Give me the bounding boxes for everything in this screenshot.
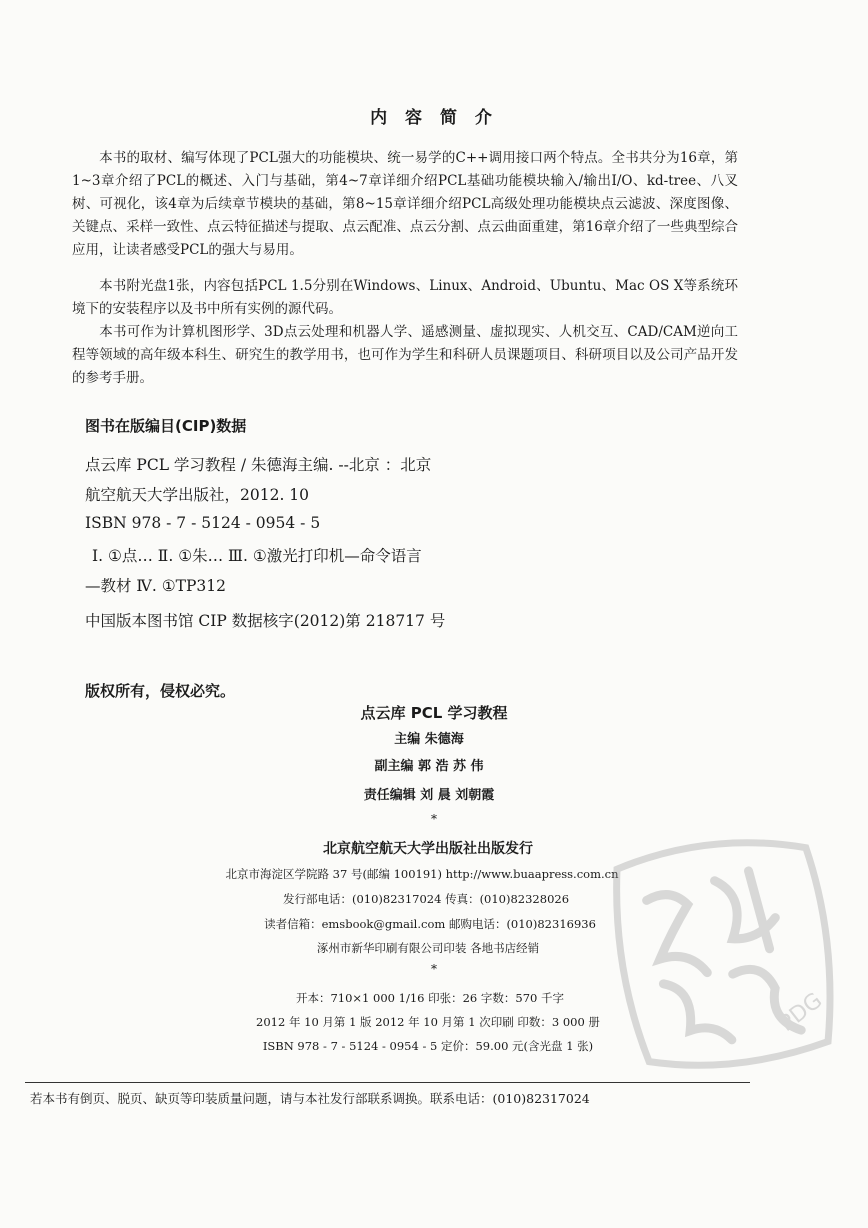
cip-line-title: 点云库 PCL 学习教程 / 朱德海主编. --北京 ：北京	[85, 456, 432, 474]
seal-watermark-text: PDG	[774, 988, 828, 1037]
colophon-separator-star-2: *	[431, 962, 437, 976]
colophon-publisher: 北京航空航天大学出版社出版发行	[323, 841, 533, 857]
seal-stamp-icon	[594, 820, 855, 1090]
colophon-isbn-price: ISBN 978 - 7 - 5124 - 0954 - 5 定价：59.00 元(含光盘 1 张)	[262, 1039, 594, 1053]
summary-paragraph-1: 本书的取材、编写体现了PCL强大的功能模块、统一易学的C++调用接口两个特点。全书共分为16章，第1~3章介绍了PCL的概述、入门与基础，第4~7章详细介绍PCL基础功能模块输入/输出I/O、kd-tree、八叉树、可视化，该4章为后续章节模块的基础，第8~15章详细介绍PCL高级处理功能模块点云滤波、深度图像、关键点、采样一致性、点云特征描述与提取、点云配准、点云分割、点云曲面重建，第16章介绍了一些典型综合应用，让读者感受PCL的强大与易用。	[72, 150, 738, 258]
cip-heading: 图书在版编目(CIP)数据	[85, 417, 247, 435]
colophon-separator-star: *	[431, 812, 437, 826]
colophon-editor: 主编 朱德海	[394, 732, 464, 747]
colophon-book-title: 点云库 PCL 学习教程	[360, 704, 508, 722]
cip-line-isbn: ISBN 978 - 7 - 5124 - 0954 - 5	[85, 514, 321, 532]
cip-line-publisher: 航空航天大学出版社，2012. 10	[85, 486, 310, 504]
colophon-printer: 涿州市新华印刷有限公司印装 各地书店经销	[316, 941, 540, 955]
colophon-format: 开本：710×1 000 1/16 印张：26 字数：570 千字	[295, 991, 565, 1005]
seal-stamp-graphic	[594, 820, 855, 1090]
quality-notice: 若本书有倒页、脱页、缺页等印装质量问题，请与本社发行部联系调换。联系电话：(010)82317024	[30, 1091, 590, 1106]
cip-line-classification: Ⅰ. ①点… Ⅱ. ①朱… Ⅲ. ①激光打印机—命令语言	[92, 547, 422, 565]
colophon-phones: 发行部电话：(010)82317024 传真：(010)82328026	[282, 892, 570, 906]
summary-paragraph-3: 本书可作为计算机图形学、3D点云处理和机器人学、遥感测量、虚拟现实、人机交互、CAD/CAM逆向工程等领域的高年级本科生、研究生的教学用书，也可作为学生和科研人员课题项目、科研项目以及公司产品开发的参考手册。	[72, 324, 738, 386]
summary-paragraph-2: 本书附光盘1张，内容包括PCL 1.5分别在Windows、Linux、Android、Ubuntu、Mac OS X等系统环境下的安装程序以及书中所有实例的源代码。	[72, 278, 738, 317]
colophon-deputy-editors: 副主编 郭 浩 苏 伟	[374, 759, 484, 774]
cip-line-classification-cont: —教材 Ⅳ. ①TP312	[85, 577, 227, 595]
summary-title: 内 容 简 介	[370, 108, 498, 128]
rights-statement: 版权所有，侵权必究。	[85, 682, 236, 700]
colophon-edition: 2012 年 10 月第 1 版 2012 年 10 月第 1 次印刷 印数：3 000 册	[256, 1015, 600, 1029]
colophon-address: 北京市海淀区学院路 37 号(邮编 100191) http://www.buaapress.com.cn	[225, 867, 619, 881]
colophon-responsible-editors: 责任编辑 刘 晨 刘朝霞	[363, 788, 495, 803]
cip-line-record-number: 中国版本图书馆 CIP 数据核字(2012)第 218717 号	[85, 612, 446, 630]
colophon-reader-contact: 读者信箱：emsbook@gmail.com 邮购电话：(010)82316936	[264, 917, 596, 931]
